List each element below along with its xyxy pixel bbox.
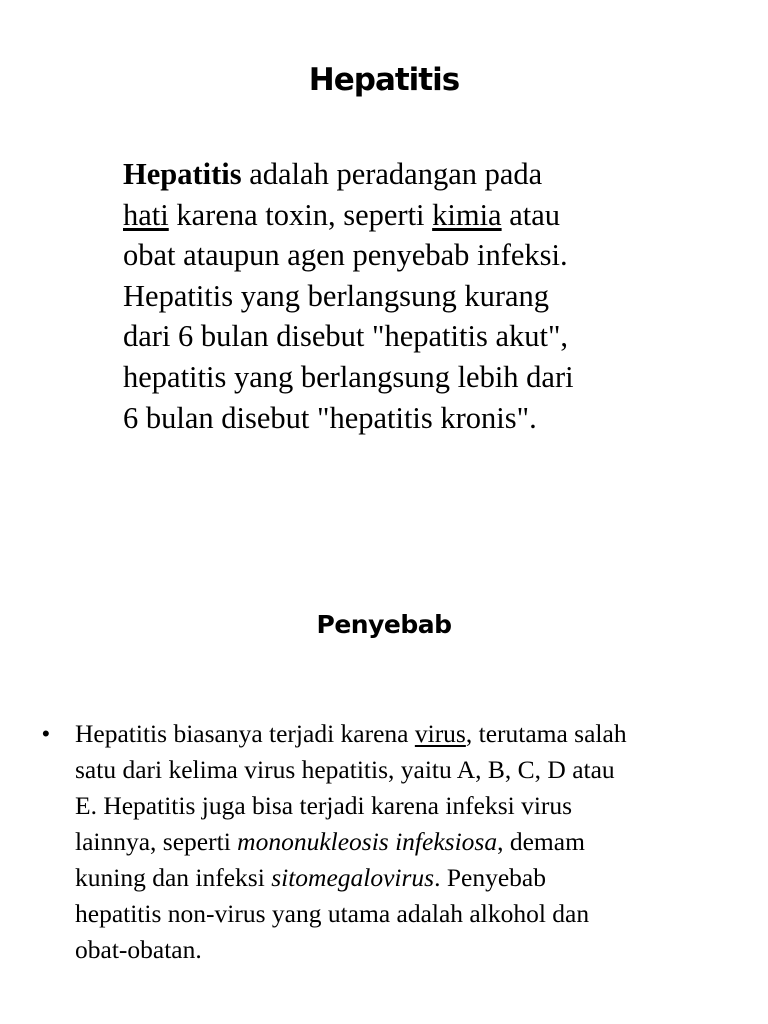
bullet-marker: • bbox=[42, 721, 50, 746]
italic-term: sitomegalovirus bbox=[271, 863, 435, 892]
text-run: lainnya, seperti bbox=[75, 827, 238, 856]
link-hati[interactable]: hati bbox=[123, 197, 169, 232]
paragraph-line: obat ataupun agen penyebab infeksi. bbox=[123, 238, 568, 273]
link-virus[interactable]: virus bbox=[414, 719, 466, 748]
bullet-text bbox=[75, 716, 627, 968]
text-run: karena toxin, seperti bbox=[168, 197, 433, 232]
bullet-line bbox=[75, 824, 627, 860]
paragraph-line: Hepatitis yang berlangsung kurang bbox=[123, 278, 550, 313]
bullet-line: satu dari kelima virus hepatitis, yaitu A, B, C, D atau bbox=[75, 755, 615, 784]
bullet-line: hepatitis non-virus yang utama adalah alkohol dan bbox=[75, 899, 590, 928]
paragraph-line: dari 6 bulan disebut "hepatitis akut", bbox=[123, 319, 569, 354]
paragraph-line bbox=[123, 154, 683, 195]
text-run: , demam bbox=[497, 827, 585, 856]
paragraph-line: 6 bulan disebut "hepatitis kronis". bbox=[123, 400, 537, 435]
paragraph-line bbox=[123, 195, 683, 236]
text-run: . Penyebab bbox=[434, 863, 546, 892]
definition-paragraph bbox=[123, 154, 683, 438]
term-bold: Hepatitis bbox=[123, 157, 242, 191]
paragraph-line: hepatitis yang berlangsung lebih dari bbox=[123, 359, 574, 394]
section-title: Penyebab bbox=[316, 610, 452, 639]
text-run: Hepatitis biasanya terjadi karena bbox=[75, 719, 415, 748]
bullet-line: obat-obatan. bbox=[75, 935, 202, 964]
text-run: adalah peradangan pada bbox=[241, 157, 543, 191]
text-run: kuning dan infeksi bbox=[75, 863, 272, 892]
italic-term: mononukleosis infeksiosa bbox=[237, 827, 498, 856]
text-run: atau bbox=[501, 197, 561, 232]
text-run: , terutama salah bbox=[465, 719, 627, 748]
bullet-line bbox=[75, 860, 627, 896]
bullet-line bbox=[75, 716, 627, 752]
link-kimia[interactable]: kimia bbox=[432, 197, 502, 232]
page-title: Hepatitis bbox=[308, 62, 460, 98]
bullet-line: E. Hepatitis juga bisa terjadi karena infeksi virus bbox=[75, 791, 573, 820]
